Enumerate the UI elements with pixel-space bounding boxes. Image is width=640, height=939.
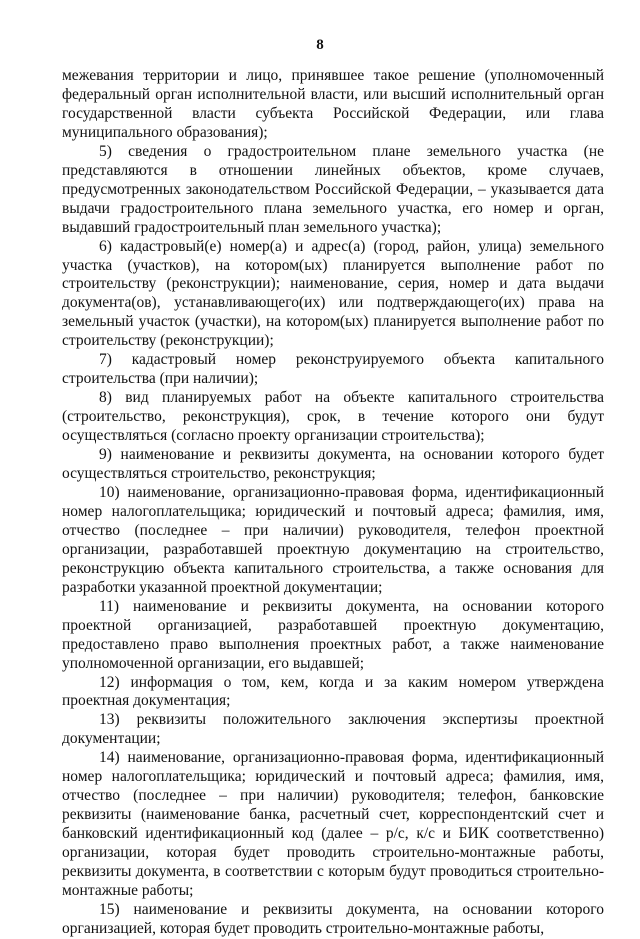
page-number: 8	[316, 37, 324, 53]
list-item-14: 14) наименование, организационно-правовая форма, идентификационный номер налогоплательщика; юридический и почтовый адреса; фамилия, имя, отчество (последнее – при наличии) руководителя; телефон, банковские реквизиты (наименование банка, расчетный счет, корреспондентский счет и банковский идентификационный код (далее – р/с, к/с и БИК соответственно) организации, которая будет проводить строительно-монтажные работы, реквизиты документа, в соответствии с которым будут проводиться строительно-монтажные работы;	[62, 749, 604, 899]
list-item-10: 10) наименование, организационно-правовая форма, идентификационный номер налогоплательщика; юридический и почтовый адреса; фамилия, имя, отчество (последнее – при наличии) руководителя, телефон проектной организации, разработавшей проектную документацию на строительство, реконструкцию объекта капитального строительства, а также основания для разработки указанной проектной документации;	[62, 483, 604, 596]
paragraph-continuation: межевания территории и лицо, принявшее такое решение (уполномоченный федеральный орган исполнительной власти, или высший исполнительный орган государственной власти субъекта Российской Федерации, или глава муниципального образования);	[62, 67, 604, 141]
list-item-11: 11) наименование и реквизиты документа, на основании которого проектной организацией, разработавшей проектную документацию, предоставлено право выполнения проектных работ, а также наименование уполномоченной организации, его выдавшей;	[62, 597, 604, 672]
list-item-8: 8) вид планируемых работ на объекте капитального строительства (строительство, реконструкция), срок, в течение которого они будут осуществляться (согласно проекту организации строительства);	[62, 389, 604, 445]
list-item-5: 5) сведения о градостроительном плане земельного участка (не представляются в отношении линейных объектов, кроме случаев, предусмотренных законодательством Российской Федерации, – указывается дата выдачи градостроительного плана земельного участка, его номер и орган, выдавший градостроительный план земельного участка);	[62, 142, 604, 236]
list-item-15: 15) наименование и реквизиты документа, на основании которого организацией, которая будет проводить строительно-монтажные работы,	[62, 900, 604, 937]
list-item-9: 9) наименование и реквизиты документа, на основании которого будет осуществляться строительство, реконструкция;	[62, 446, 604, 483]
list-item-6: 6) кадастровый(е) номер(а) и адрес(а) (город, район, улица) земельного участка (участков), на котором(ых) планируется выполнение работ по строительству (реконструкции); наименование, серия, номер и дата выдачи документа(ов), устанавливающего(их) или подтверждающего(их) права на земельный участок (участки), на котором(ых) планируется выполнение работ по строительству (реконструкции);	[62, 237, 604, 350]
list-item-7: 7) кадастровый номер реконструируемого объекта капитального строительства (при наличии);	[62, 351, 604, 388]
document-body	[62, 67, 604, 939]
list-item-12: 12) информация о том, кем, когда и за каким номером утверждена проектная документация;	[62, 673, 604, 710]
list-item-13: 13) реквизиты положительного заключения экспертизы проектной документации;	[62, 711, 604, 748]
